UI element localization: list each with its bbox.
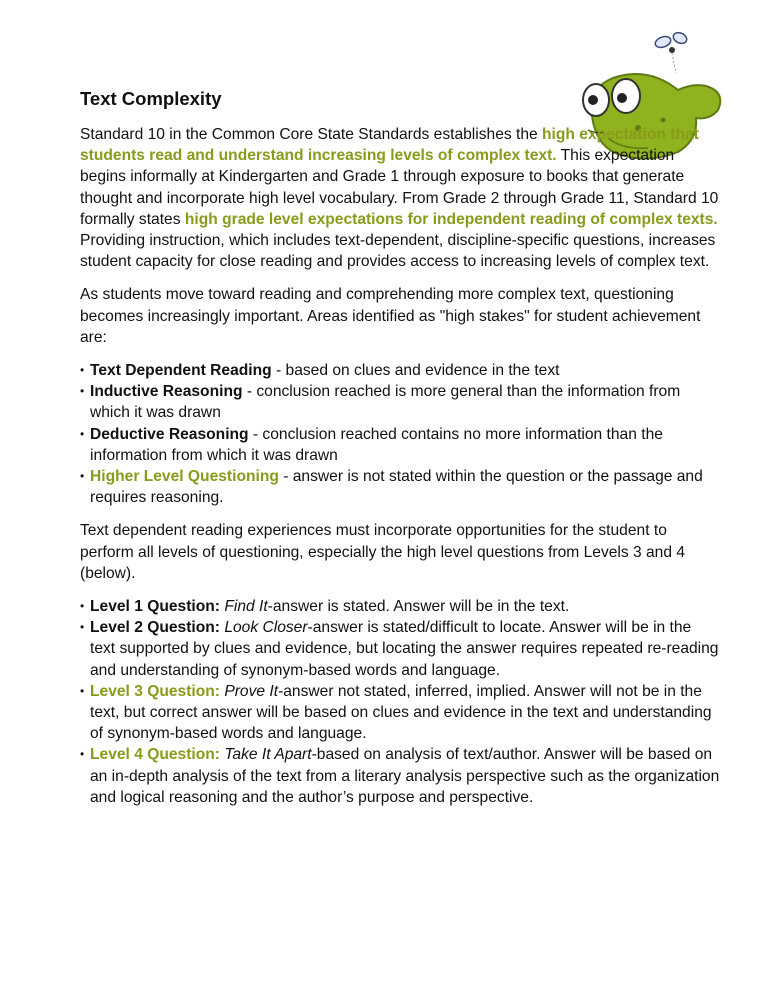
level-label: Level 4 Question:: [90, 746, 220, 764]
questioning-paragraph: As students move toward reading and comprehending more complex text, questioning becomes increasingly important. Areas identified as "high stakes" for student achievement are:: [80, 286, 701, 346]
area-desc: - conclusion reached is more general than the information from which it was drawn: [90, 383, 681, 422]
level-desc: -answer not stated, inferred, implied. Answer will not be in the text, but correct answer will be based on clues and evidence in the text and understanding of synonym-based words and language.: [90, 682, 712, 743]
areas-list: [80, 360, 720, 508]
bullet-icon: •: [80, 747, 85, 762]
levels-list: [80, 596, 720, 808]
intro-text-2: This expectation begins informally at Kindergarten and Grade 1 through exposure to books that generate thought and incorporate high level vocabulary. From Grade 2 through Grade 11, Standard 10 formally states: [80, 147, 719, 228]
level-name: Prove It: [224, 682, 279, 700]
list-item: [80, 466, 720, 508]
area-term: Higher Level Questioning: [90, 468, 279, 486]
list-item: [80, 381, 720, 423]
list-item: [80, 360, 720, 381]
area-desc: - based on clues and evidence in the text: [271, 362, 560, 380]
level-label: Level 1 Question:: [90, 598, 220, 616]
intro-text-3: Providing instruction, which includes text-dependent, discipline-specific questions, increases student capacity for close reading and provides access to increasing levels of complex text.: [80, 232, 716, 271]
level-label: Level 3 Question:: [90, 682, 220, 700]
bullet-icon: •: [80, 363, 85, 378]
intro-highlight-2: high grade level expectations for independent reading of complex texts.: [184, 210, 718, 228]
area-term: Text Dependent Reading: [90, 362, 272, 380]
levels-intro-paragraph: Text dependent reading experiences must incorporate opportunities for the student to perform all levels of questioning, especially the high level questions from Levels 3 and 4 (below).: [80, 522, 686, 582]
bullet-icon: •: [80, 426, 85, 441]
intro-text-1: Standard 10 in the Common Core State Standards establishes the: [80, 126, 543, 143]
document-page: [80, 88, 720, 820]
bullet-icon: •: [80, 384, 85, 399]
level-desc: -based on analysis of text/author. Answer will be based on an in-depth analysis of the text from a literary analysis perspective such as the organization and logical reasoning and the author’s purpose and perspective.: [90, 746, 720, 806]
area-term: Inductive Reasoning: [90, 383, 243, 401]
level-desc: -answer is stated/difficult to locate. Answer will be in the text supported by clues and evidence, but locating the answer requires repeated re-reading and understanding of synonym-based words and language.: [90, 619, 719, 679]
intro-highlight-1: high expectation that students read and understand increasing levels of complex text.: [80, 126, 699, 165]
area-desc: - conclusion reached contains no more information than the information from which it was drawn: [90, 425, 663, 464]
level-desc: -answer is stated. Answer will be in the text.: [267, 598, 570, 616]
intro-paragraph: [80, 124, 720, 272]
list-item: [80, 596, 720, 617]
list-item: [80, 424, 720, 466]
level-name: Take It Apart: [224, 746, 312, 764]
bullet-icon: •: [80, 599, 85, 614]
list-item: [80, 744, 720, 808]
area-term: Deductive Reasoning: [90, 425, 249, 443]
level-label: Level 2 Question:: [90, 619, 220, 637]
bullet-icon: •: [80, 620, 85, 635]
bullet-icon: •: [80, 683, 85, 698]
page-title: Text Complexity: [80, 88, 222, 109]
area-desc: - answer is not stated within the question or the passage and requires reasoning.: [90, 468, 703, 507]
list-item: [80, 617, 720, 681]
fly-illustration: [654, 31, 689, 73]
level-name: Look Closer: [224, 619, 308, 637]
list-item: [80, 681, 720, 745]
bullet-icon: •: [80, 469, 85, 484]
level-name: Find It: [224, 598, 268, 616]
